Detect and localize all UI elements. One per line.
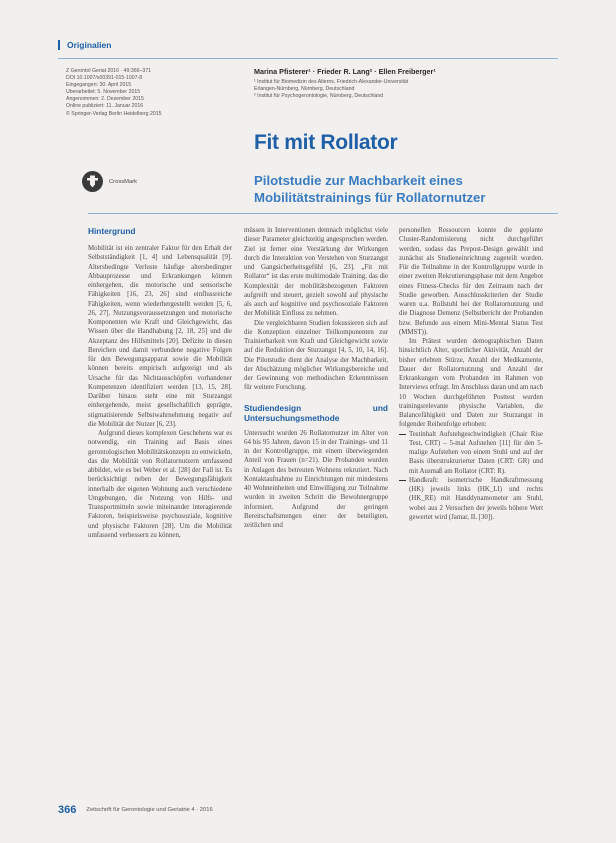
paragraph: Im Prätest wurden demographischen Daten hinsichtlich Alter, sportlicher Aktivität, Anzahl der bisher erlebten Stürze, Anzahl der Medikamente, Dauer der Rollatornutzung und Anzahl der Erkrankungen vom Probanden im Rahmen von Interviews erfragt. Im Anschluss daran und am nach 10 Wochen durchgeführten Posttest wurden trainingsrelevante physische Variablen, die Balancefähigkeit und Daten zur Sturzangst in folgender Reihenfolge erhoben:	[399, 338, 543, 429]
meta-line: Z Gerontol Geriat 2016 · 49:366–371	[66, 68, 152, 74]
meta-line: DOI 10.1007/s00391-015-1007-8	[66, 75, 143, 82]
header-rule	[58, 58, 558, 59]
crossmark-badge[interactable]	[82, 171, 137, 192]
article-subtitle: Pilotstudie zur Machbarkeit eines Mobilitätstrainings für Rollatornutzer	[254, 173, 486, 205]
affiliation-line: ² Institut für Psychogerontologie, Nürnberg, Deutschland	[254, 93, 384, 100]
article-meta	[66, 68, 236, 118]
meta-line: Überarbeitet: 5. November 2015	[66, 89, 141, 96]
list-item: Handkraft: isometrische Handkraftmessung (HK) jeweils links (HK_LI) und rechts (HK_RE) mit Handdynamometer am Stuhl, wobei aus 2 Versuchen der jeweils höhere Wert gewertet wird (Jamar, IL [30]).	[399, 476, 543, 522]
column-2	[244, 226, 388, 530]
authors: Marina Pfisterer¹ · Frieder R. Lang² · Ellen Freiberger¹	[254, 67, 436, 76]
paragraph: Untersucht wurden 26 Rollatornutzer im Alter von 64 bis 95 Jahren, davon 15 in der Trainings- und 11 in der Kontrollgruppe, mit einem überwiegenden Anteil von Frauen (n=21). Die Probanden wurden in Anlagen des betreuten Wohnens rekrutiert. Nach Kontaktaufnahme zu Einrichtungen mit mindestens 40 Wohneinheiten und Einwilligung zur Teilnahme wurden in zweiten Schritt die Bewohnergruppe informiert. Aufgrund der geringen Bereitschaftsmengen einer der beteiligten, zeitlichen und	[244, 429, 388, 529]
paragraph: Aufgrund dieses komplexen Geschehens war es notwendig, ein Training auf Basis eines gerontologischen Mobilitätskonzepts zu entwickeln, das die Mobilität von Rollatornutzern umfassend abbildet, wie es bei Weber et al. [28] der Fall ist. Es berücksichtigt neben der Bewegungsfähigkeit innerhalb der eigenen Wohnung auch verschiedene Umgebungen, die Nutzung von Hilfs- und Transportmitteln sowie miteinander interagierende Faktoren, beispielsweise psychosoziale, kognitive und physische Faktoren [28]. Um die Mobilität umfassend verbessern zu können,	[88, 430, 232, 539]
page-footer	[58, 804, 558, 816]
crossmark-label: CrossMark	[109, 178, 138, 185]
list-item: Testinhalt Aufstehgeschwindigkeit (Chair Rise Test, CRT) – 5-mal Aufstehen [11] für den 5-malige Aufstehen von einem Stuhl und auf der Basis überstrukturierter Daten (CRT: GR) und mit Ausmaß am Rollator (CRT: R).	[399, 430, 543, 476]
body-rule	[88, 213, 558, 214]
meta-line: Angenommen: 2. Dezember 2015	[66, 96, 144, 103]
section-label: Originalien	[58, 40, 111, 50]
affiliation-line: ¹ Institut für Biomedizin des Alterns, Friedrich-Alexander-Universität	[254, 79, 409, 85]
paragraph: personellen Ressourcen konnte die geplante Cluster-Randomisierung nicht durchgeführt werden, sodass das Prepost-Design gewählt und zunächst als Studieneinrichtung zugeteilt wurden. Für die Teilnahme in der Kontrollgruppe wurde in einer zweiten Rekrutierungsphase mit dem Angebot eines Fitness-Checks für den Zeitraum nach der Studie geworben. Ausschlusskriterien der Studie waren u.a. Rollstuhl bei der Rollatornutzung und die Diagnose Demenz (Selbstbericht der Probanden bzw. Befunde aus einem Mini-Mental Status Test (MMST)).	[399, 227, 543, 336]
column-3	[399, 226, 543, 522]
affiliation-line: Erlangen-Nürnberg, Nürnberg, Deutschland	[254, 86, 355, 93]
section-heading: Hintergrund	[88, 226, 136, 236]
journal-name: Zeitschrift für Gerontologie und Geriatrie 4 · 2016	[86, 807, 213, 813]
section-heading: Studiendesign und Untersuchungsmethode	[244, 402, 388, 423]
meta-line: Online publiziert: 11. Januar 2016	[66, 103, 144, 110]
article-title: Fit mit Rollator	[254, 131, 398, 154]
meta-line: Eingegangen: 30. April 2015	[66, 82, 132, 89]
paragraph: müssen in Interventionen demnach möglichst viele dieser Parameter gleichzeitig angesprochen werden. Ziel ist ferner eine Verstärkung der Wirkungen durch die Interaktion von Verstehen von Sturzangst und Gangsicherheitsgefühl [6, 23]. „Fit mit Rollator“ ist das erste multimodale Training, das die Komplexität der mobilitätsbezogenen Faktoren aufgreift und steuert, gezielt sowohl auf physische als auch auf kognitive und psychosoziale Faktoren der Mobilität Einfluss zu nehmen.	[244, 227, 388, 318]
paragraph: Die vergleichbaren Studien fokussieren sich auf die Konzeption einzelner Teilkomponenten zur Trainierbarkeit von Kraft und Gleichgewicht sowie auf die Reduktion der Sturzangst [4, 5, 10, 14, 16]. Die Pilotstudie dient der Analyse der Machbarkeit, der Abschätzung möglicher Wirkungsbereiche und der Gewinnung von methodischen Erkenntnissen für weitere Forschung.	[244, 319, 388, 392]
affiliations	[254, 79, 408, 101]
meta-line: © Springer-Verlag Berlin Heidelberg 2015	[66, 110, 162, 117]
column-1	[88, 226, 232, 540]
paragraph: Mobilität ist ein zentraler Faktor für den Erhalt der Selbstständigkeit [1, 4] und Lebensqualität [9]. Altersbedingte Verluste häufige altersbedingter Abbauprozesse und Erkrankungen können einhergehen, die motorische und sensorische Fähigkeiten [16, 23, 26] sind einflussreiche Fähigkeiten, wenn wiederhergestellt werden [5, 6, 26, 27]. Nutzungsvoraussetzungen und motorische Komponenten wie Kraft und Gleichgewicht, das Wissen über die Handhabung [2, 18, 25] und die Akzeptanz des Hilfsmittels [20]. Defizite in diesen Bereichen und damit verbundene negative Folgen für den Bewegungsapparat sowie die Mobilität können bereits empirisch aufgezeigt und als Ursache für das Nichtausschöpfen vorhandener Kompetenzen identifiziert werden [13, 15, 28]. Darüber hinaus steht eine mit Sturzangst einhergehende, meist gesellschaftlich geprägte, stigmatisierende Selbstwahrnehmung negativ auf die Mobilität der Nutzer [6, 23].	[88, 245, 232, 428]
crossmark-icon	[82, 171, 103, 192]
bullet-list	[399, 430, 543, 523]
page-number: 366	[58, 804, 77, 816]
